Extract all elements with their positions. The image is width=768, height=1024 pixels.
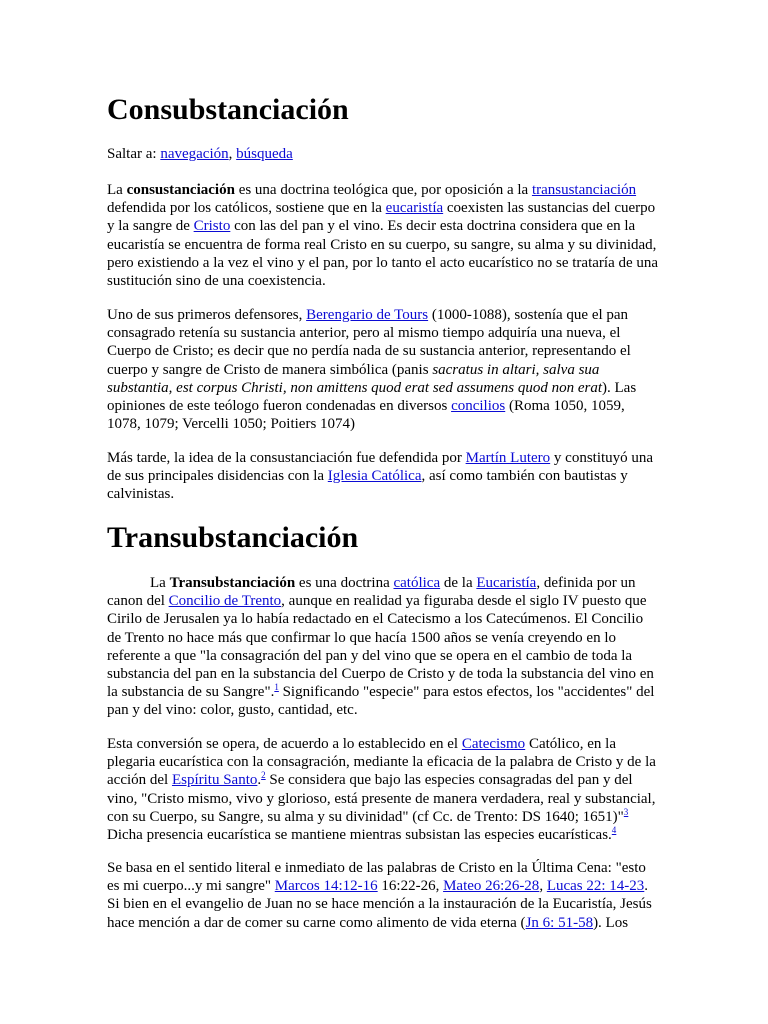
link-cristo[interactable]: Cristo <box>193 218 231 235</box>
link-eucaristia-2[interactable]: Eucaristía <box>476 575 537 591</box>
nav-link[interactable]: navegación <box>160 146 229 162</box>
link-lucas[interactable]: Lucas 22: 14-23 <box>546 878 645 895</box>
paragraph-conversion: Esta conversión se opera, de acuerdo a lo establecido en el Catecismo Católico, en la plegaria eucarística con la consagración, mediante la eficacia de la palabra de Cristo y de la acción del Espíritu Santo.$^2$ Se considera que bajo las especies consagradas del pan y del vino, "Cristo mismo, vivo y glorioso, está presente de manera verdadera, real y substancial, con su Cuerpo, su Sangre, su alma y su divinidad" (cf Cc. de Trento: DS 1640; 1651)"$^3$ Dicha presencia eucarística se mantiene mientras subsistan las especies eucarísticas.$^4$ <box>107 736 656 843</box>
search-link[interactable]: búsqueda <box>236 146 293 162</box>
footnote-4[interactable]: 4 <box>611 824 617 835</box>
page-title: Consubstanciación <box>107 93 349 126</box>
link-eucaristia[interactable]: eucaristía <box>385 200 444 217</box>
bold-term: consustanciación <box>126 182 235 198</box>
footnote-2[interactable]: 2 <box>261 770 266 781</box>
footnote-3[interactable]: 3 <box>623 806 629 817</box>
link-concilios[interactable]: concilios <box>451 397 506 414</box>
paragraph-ultima-cena: Se basa en el sentido literal e inmediato de las palabras de Cristo en la Última Cena: "esto es mi cuerpo...y mi sangre" Marcos 14:12-16 16:22-26, Mateo 26:26-28, Lucas 22: 14-23. Si bien en el evangelio de Juan no se hace mención a la instauración de la Eucaristía, Jesús hace mención a dar de comer su carne como alimento de vida eterna (Jn 6: 51-58). Los <box>107 860 652 931</box>
paragraph-lutero: Más tarde, la idea de la consustanciación fue defendida por Martín Lutero y constituyó una de sus principales disidencias con la Iglesia Católica, así como también con bautistas y calvinistas. <box>107 450 654 503</box>
paragraph-berengario: Uno de sus primeros defensores, Berengario de Tours (1000-1088), sostenía que el pan consagrado retenía su sustancia anterior, pero al mismo tiempo adquiría una nueva, el Cuerpo de Cristo; es decir que no perdía nada de su sustancia anterior, representando el cuerpo y sangre de Cristo de manera simbólica (panis sacratus in altari, salva sua substantia, est corpus Christi, non amittens quod erat sed assumens quod non erat). Las opiniones de este teólogo fueron condenadas en diversos concilios (Roma 1050, 1059, 1078, 1079; Vercelli 1050; Poitiers 1074) <box>107 307 637 433</box>
link-mateo[interactable]: Mateo 26:26-28 <box>443 878 540 895</box>
paragraph-consustanciacion-intro: La consustanciación es una doctrina teológica que, por oposición a la transustanciación defendida por los católicos, sostiene que en la eucaristía coexisten las sustancias del cuerpo y la sangre de Cristo con las del pan y el vino. Es decir esta doctrina considera que en la eucaristía se encuentra de forma real Cristo en su cuerpo, su sangre, su alma y su divinidad, pero existiendo a la vez el vino y el pan, por lo tanto el acto eucarístico no se trataría de una sustitución sino de una coexistencia. <box>107 182 659 289</box>
link-transustanciacion[interactable]: transustanciación <box>531 182 637 198</box>
link-berengario[interactable]: Berengario de Tours <box>306 307 429 323</box>
link-espiritu-santo[interactable]: Espíritu Santo <box>171 772 258 789</box>
link-iglesia-catolica[interactable]: Iglesia Católica <box>327 468 422 485</box>
section-heading-transubstanciacion: Transubstanciación <box>107 521 359 554</box>
jump-links: Saltar a: navegación, búsqueda <box>107 146 293 162</box>
link-marcos[interactable]: Marcos 14:12-16 <box>274 878 378 895</box>
paragraph-transubstanciacion-intro: La Transubstanciación es una doctrina católica de la Eucaristía, definida por un canon del Concilio de Trento, aunque en realidad ya figuraba desde el siglo IV puesto que Cirilo de Jerusalen ya lo había redactado en el Catecismo a los Catecúmenos. El Concilio de Trento no hace más que confirmar lo que hacía 1500 años se venía creyendo en lo referente a que "la consagración del pan y del vino que se opera en el cambio de toda la substancia del pan en la substancia del Cuerpo de Cristo y de toda la substancia del vino en la substancia de su Sangre".$^1$ Significando "especie" para estos efectos, los "accidentes" del pan y del vino: color, gusto, cantidad, etc. <box>107 575 655 719</box>
footnote-1[interactable]: 1 <box>274 682 279 693</box>
link-catecismo[interactable]: Catecismo <box>461 736 526 752</box>
link-concilio-trento[interactable]: Concilio de Trento <box>168 593 282 610</box>
link-juan[interactable]: Jn 6: 51-58 <box>525 914 594 931</box>
link-martin-lutero[interactable]: Martín Lutero <box>465 450 551 466</box>
link-catolica[interactable]: católica <box>393 575 441 591</box>
